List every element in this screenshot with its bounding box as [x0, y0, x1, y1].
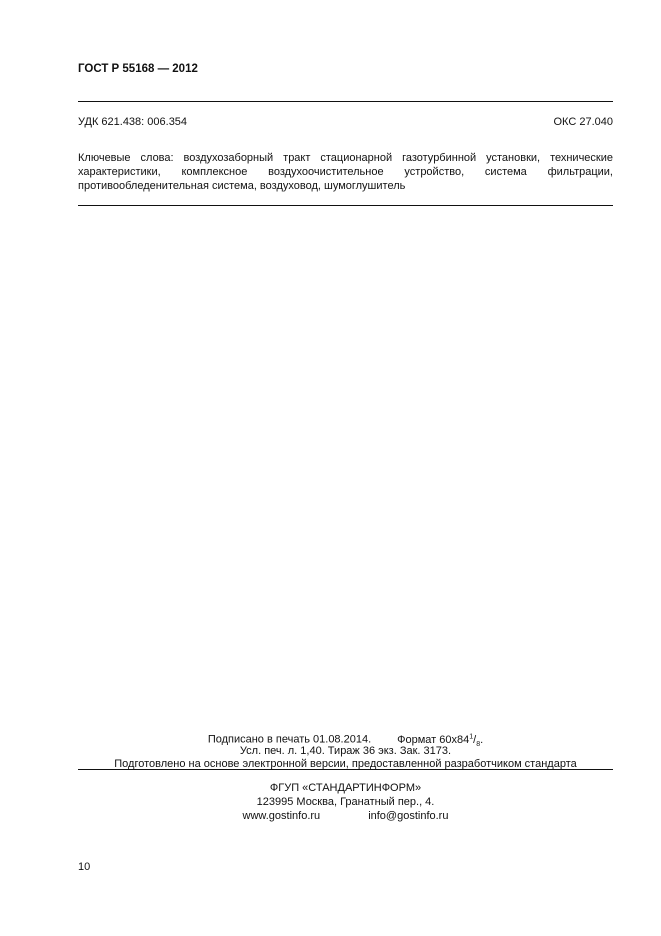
udk-code: УДК 621.438: 006.354 — [78, 116, 188, 128]
print-info: Усл. печ. л. 1,40. Тираж 36 экз. Зак. 3173. — [239, 745, 452, 757]
page-number: 10 — [78, 861, 91, 873]
divider — [78, 769, 613, 770]
publisher-contacts — [78, 809, 613, 823]
email-link[interactable]: info@gostinfo.ru — [368, 810, 449, 822]
signed-date: Подписано в печать 01.08.2014. — [207, 733, 372, 746]
website-link[interactable]: www.gostinfo.ru — [242, 810, 321, 822]
prepared-note: Подготовлено на основе электронной версии, предоставленной разработчиком стандарта — [114, 758, 577, 770]
standard-title: ГОСТ Р 55168 — 2012 — [78, 63, 198, 75]
divider — [78, 101, 613, 102]
publisher-address: 123995 Москва, Гранатный пер., 4. — [256, 796, 435, 808]
divider — [78, 205, 613, 206]
publisher-name: ФГУП «СТАНДАРТИНФОРМ» — [269, 782, 422, 794]
keywords: Ключевые слова: воздухозаборный тракт стационарной газотурбинной установки, технические характеристики, комплексное воздухоочистительное устройство, система фильтрации, противообледенительная система, воздуховод, шумоглушитель — [78, 152, 613, 192]
oks-code: ОКС 27.040 — [553, 116, 613, 128]
paper-format: Формат $60x84^1/_8$. — [397, 733, 484, 748]
